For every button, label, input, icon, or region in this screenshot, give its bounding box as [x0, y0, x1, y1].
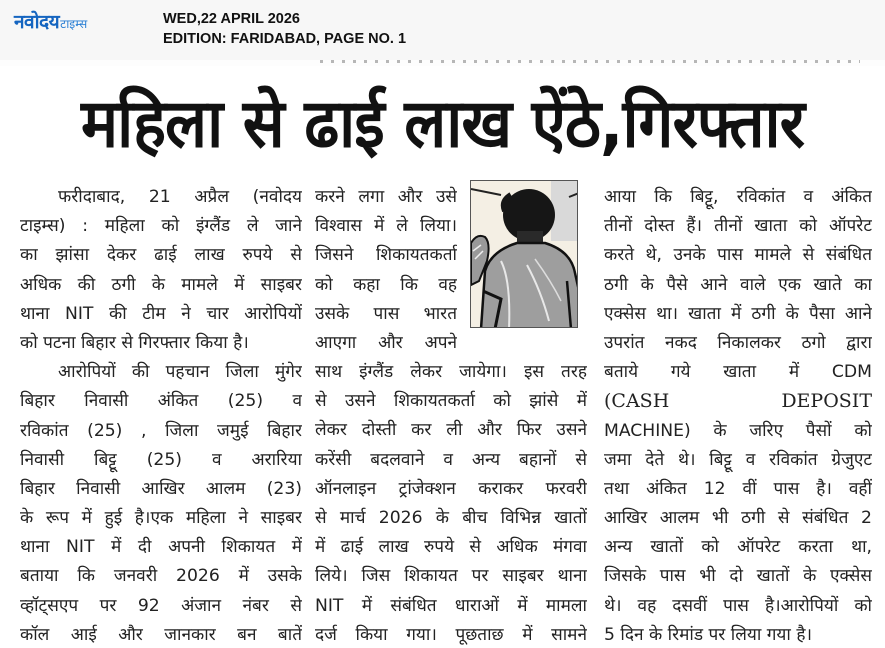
text-line: MACHINE) के जरिए पैसों को: [604, 420, 872, 441]
newspaper-logo[interactable]: [14, 8, 87, 32]
text-line: में ढाई लाख रुपये से अधिक मंगवा: [315, 537, 587, 558]
text-line: करते थे, उनके पास मामले से संबंधित: [604, 245, 872, 266]
text-line: जमा देते थे। बिट्टू व रविकांत ग्रेजुएट: [604, 449, 872, 470]
text-line: जिसने शिकायतकर्ता: [315, 245, 457, 266]
page-header-bar: [0, 0, 885, 60]
text-line: करेंसी बदलवाने व अन्य बहानों से: [315, 449, 587, 470]
text-line: को कहा कि वह: [315, 274, 457, 295]
text-line: करने लगा और उसे: [315, 187, 457, 207]
text-line: NIT में संबंधित धाराओं में मामला: [315, 595, 587, 616]
text-line: से मार्च 2026 के बीच विभिन्न खातों: [315, 507, 587, 528]
article-column-3: [604, 183, 872, 648]
text-line: टाइम्स) : महिला को इंग्लैंड ले जाने: [20, 216, 302, 237]
logo-main-text: नवोदय: [14, 11, 60, 33]
text-line: बताया कि जनवरी 2026 में उसके: [20, 566, 302, 587]
text-line: विश्वास में ले लिया।: [315, 216, 457, 237]
text-line: साथ इंग्लैंड लेकर जायेगा। इस तरह: [315, 362, 587, 382]
text-line: से उसने शिकायतकर्ता को झांसे में: [315, 391, 587, 412]
text-line: फरीदाबाद, 21 अप्रैल (नवोदय: [58, 187, 302, 207]
text-line: तीनों दोस्त हैं। तीनों खाता को ऑपरेट: [604, 216, 872, 237]
article-headline: महिला से ढाई लाख ऐंठे,गिरफ्तार: [81, 84, 804, 163]
clipped-text-remnant: [320, 60, 860, 63]
text-line: लेकर दोस्ती कर ली और फिर उसने: [315, 420, 587, 441]
text-line: कॉल आई और जानकार बन बातें: [20, 624, 302, 645]
article-column-1: [20, 183, 302, 648]
text-line: अधिक की ठगी के मामले में साइबर: [20, 274, 302, 295]
edition-info: [163, 9, 406, 49]
text-line: उपरांत नकद निकालकर ठगो द्वारा: [604, 332, 872, 353]
clipped-text-strip: [0, 60, 885, 66]
text-line: 5 दिन के रिमांड पर लिया गया है।: [604, 624, 812, 645]
text-line: दर्ज किया गया। पूछताछ में सामने: [315, 624, 587, 645]
edition-page: EDITION: FARIDABAD, PAGE NO. 1: [163, 31, 407, 47]
text-line: अन्य खातों को ऑपरेट करता था,: [604, 537, 872, 558]
text-line: ठगी के पैसे आने वाले एक खाते का: [604, 274, 872, 295]
text-line: लिये। जिस शिकायत पर साइबर थाना: [315, 566, 587, 587]
text-line: थाना NIT की टीम ने चार आरोपियों: [20, 303, 302, 324]
edition-date: WED,22 APRIL 2026: [163, 11, 300, 27]
text-line: आएगा और अपने: [315, 332, 457, 353]
text-line: को पटना बिहार से गिरफ्तार किया है।: [20, 332, 249, 353]
text-line: जिसके पास भी दो खातों के एक्सेस: [604, 566, 872, 587]
text-line: एक्सेस था। खाता में ठगी के पैसा आने: [604, 303, 872, 324]
text-line: आखिर आलम भी ठगी से संबंधित 2: [604, 508, 872, 529]
text-line: का झांसा देकर ढाई लाख रुपये से: [20, 245, 302, 266]
text-line: आया कि बिट्टू, रविकांत व अंकित: [604, 187, 872, 207]
text-line: थाना NIT में दी अपनी शिकायत में: [20, 537, 302, 558]
text-line: (CASH DEPOSIT: [604, 390, 872, 413]
article-illustration[interactable]: [470, 180, 578, 328]
text-line: आरोपियों की पहचान जिला मुंगेर: [58, 362, 302, 383]
text-line: बिहार निवासी अंकित (25) व: [20, 391, 302, 412]
text-line: निवासी बिट्टू (25) व अरारिया: [20, 449, 302, 470]
text-line: थे। वह दसवीं पास है।आरोपियों को: [604, 595, 872, 616]
text-line: ऑनलाइन ट्रांजेक्शन कराकर फरवरी: [315, 478, 587, 499]
text-line: बिहार निवासी आखिर आलम (23): [20, 478, 302, 499]
article-column-2-bottom: [315, 358, 587, 648]
text-line: के रूप में हुई है।एक महिला ने साइबर: [20, 508, 302, 529]
article-column-2-top: [315, 183, 457, 358]
text-line: रविकांत (25) , जिला जमुई बिहार: [20, 420, 302, 441]
text-line: उसके पास भारत: [315, 303, 457, 324]
text-line: तथा अंकित 12 वीं पास है। वहीं: [604, 478, 872, 499]
logo-sub-text: टाइम्स: [60, 17, 88, 31]
text-line: बताये गये खाता में CDM: [604, 362, 872, 383]
man-from-behind-illustration-icon: [471, 181, 578, 328]
text-line: व्हॉट्सएप पर 92 अंजान नंबर से: [20, 595, 302, 616]
